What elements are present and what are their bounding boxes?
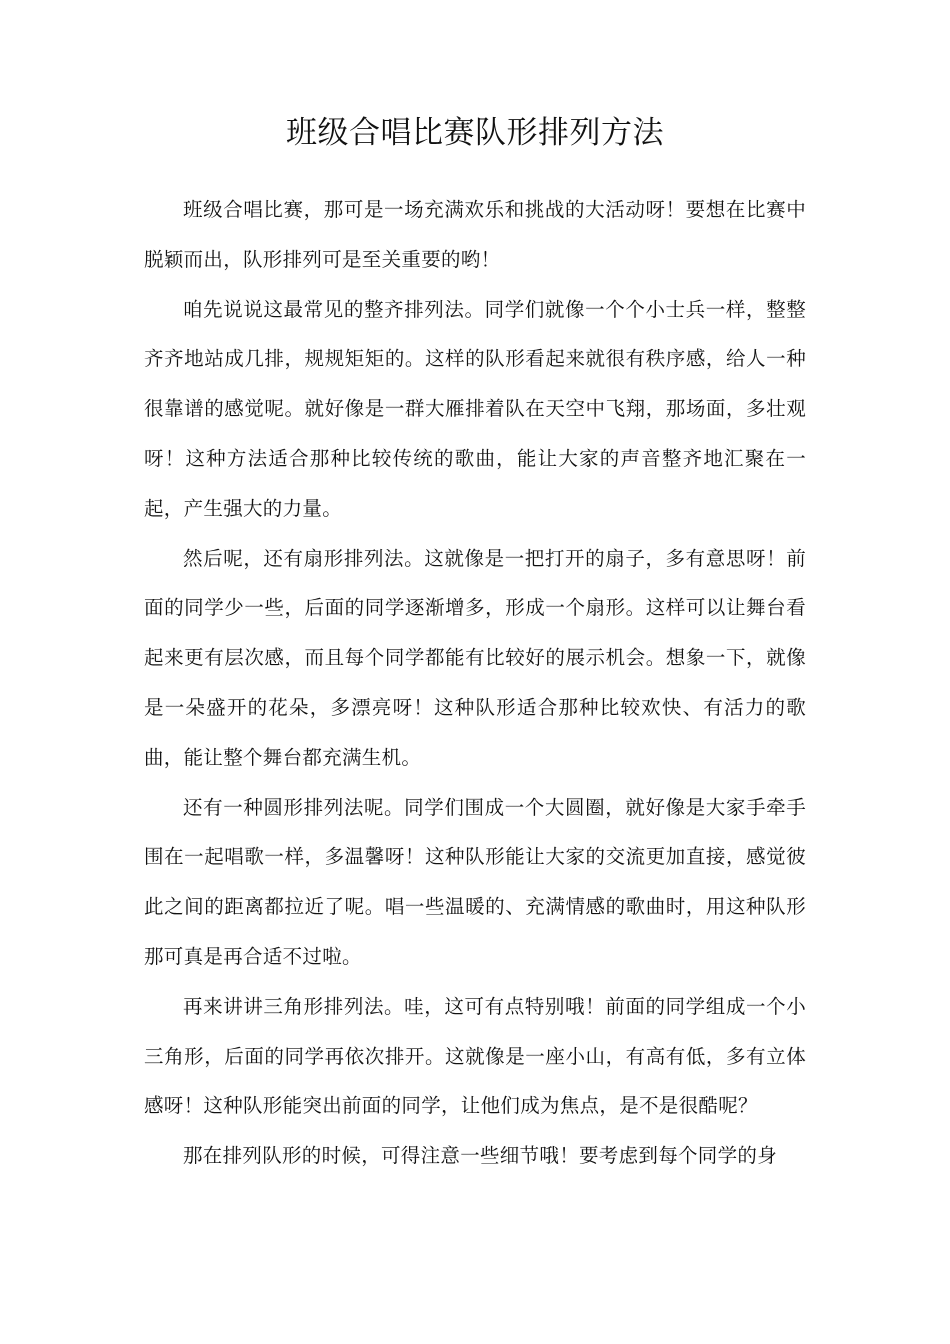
paragraph-intro: 班级合唱比赛，那可是一场充满欢乐和挑战的大活动呀！要想在比赛中脱颖而出，队形排列可是至关重要的哟！ bbox=[144, 198, 806, 271]
paragraph-neat-rows: 咱先说说这最常见的整齐排列法。同学们就像一个个小士兵一样，整整齐齐地站成几排，规规矩矩的。这样的队形看起来就很有秩序感，给人一种很靠谱的感觉呢。就好像是一群大雁排着队在天空中飞翔，那场面，多壮观呀！这种方法适合那种比较传统的歌曲，能让大家的声音整齐地汇聚在一起，产生强大的力量。 bbox=[144, 297, 806, 520]
paragraph-details: 那在排列队形的时候，可得注意一些细节哦！要考虑到每个同学的身 bbox=[183, 1144, 778, 1168]
paragraph-triangle: 再来讲讲三角形排列法。哇，这可有点特别哦！前面的同学组成一个小三角形，后面的同学再依次排开。这就像是一座小山，有高有低，多有立体感呀！这种队形能突出前面的同学，让他们成为焦点，是不是很酷呢？ bbox=[144, 994, 806, 1118]
document-title: 班级合唱比赛队形排列方法 bbox=[286, 115, 664, 151]
document-body bbox=[144, 185, 806, 1181]
paragraph-fan-shape: 然后呢，还有扇形排列法。这就像是一把打开的扇子，多有意思呀！前面的同学少一些，后面的同学逐渐增多，形成一个扇形。这样可以让舞台看起来更有层次感，而且每个同学都能有比较好的展示机会。想象一下，就像是一朵盛开的花朵，多漂亮呀！这种队形适合那种比较欢快、有活力的歌曲，能让整个舞台都充满生机。 bbox=[144, 546, 806, 769]
paragraph-circle: 还有一种圆形排列法呢。同学们围成一个大圆圈，就好像是大家手牵手围在一起唱歌一样，多温馨呀！这种队形能让大家的交流更加直接，感觉彼此之间的距离都拉近了呢。唱一些温暖的、充满情感的歌曲时，用这种队形那可真是再合适不过啦。 bbox=[144, 795, 806, 968]
